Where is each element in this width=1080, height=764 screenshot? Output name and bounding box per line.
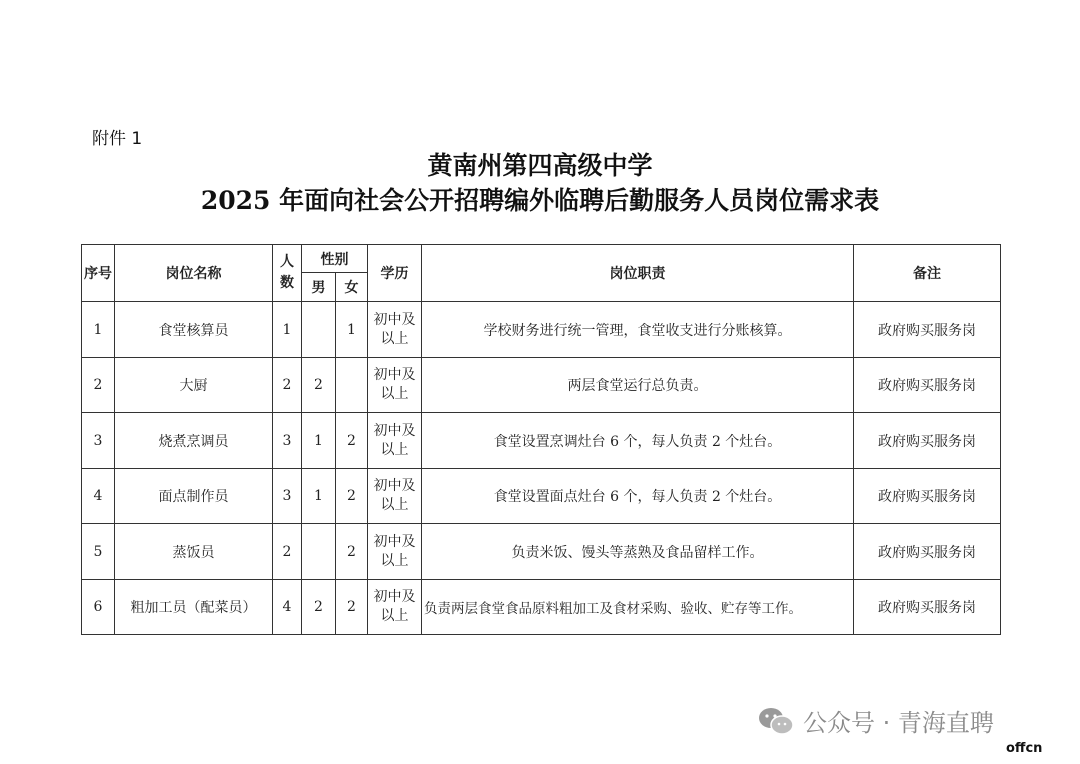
row-female: 1	[336, 302, 368, 358]
row-position: 烧煮烹调员	[115, 413, 273, 469]
row-no: 1	[82, 302, 115, 358]
row-education	[368, 524, 422, 580]
watermark-text: 公众号 · 青海直聘	[803, 709, 994, 737]
table-row	[82, 469, 1001, 524]
row-duty: 两层食堂运行总负责。	[422, 358, 854, 413]
row-remark: 政府购买服务岗	[854, 580, 1001, 635]
row-duty: 负责两层食堂食品原料粗加工及食材采购、验收、贮存等工作。	[422, 580, 854, 635]
row-duty: 学校财务进行统一管理，食堂收支进行分账核算。	[422, 302, 854, 358]
row-female: 2	[336, 469, 368, 524]
edu-line2: 以上	[380, 497, 409, 513]
row-remark: 政府购买服务岗	[854, 358, 1001, 413]
row-remark: 政府购买服务岗	[854, 302, 1001, 358]
row-no: 6	[82, 580, 115, 635]
row-male	[302, 302, 336, 358]
row-no: 3	[82, 413, 115, 469]
edu-line1: 初中及	[373, 367, 416, 383]
row-count: 4	[273, 580, 302, 635]
watermark	[757, 703, 994, 738]
table-row	[82, 302, 1001, 358]
row-education	[368, 580, 422, 635]
header-remark: 备注	[854, 245, 1001, 302]
row-position: 面点制作员	[115, 469, 273, 524]
table-row	[82, 413, 1001, 469]
row-no: 5	[82, 524, 115, 580]
row-position: 食堂核算员	[115, 302, 273, 358]
table-row	[82, 358, 1001, 413]
header-count	[273, 245, 302, 302]
edu-line2: 以上	[380, 386, 409, 402]
row-male: 2	[302, 580, 336, 635]
header-education: 学历	[368, 245, 422, 302]
edu-line2: 以上	[380, 441, 409, 458]
header-count-bottom: 数	[280, 275, 294, 291]
edu-line2: 以上	[380, 552, 409, 569]
row-education	[368, 413, 422, 469]
document-subtitle: 2025 年面向社会公开招聘编外临聘后勤服务人员岗位需求表	[200, 186, 880, 215]
edu-line1: 初中及	[373, 478, 416, 494]
row-position: 粗加工员（配菜员）	[115, 580, 273, 635]
edu-line1: 初中及	[373, 533, 416, 550]
row-count: 1	[273, 302, 302, 358]
row-female: 2	[336, 524, 368, 580]
site-mark: offcn	[1006, 741, 1043, 756]
header-female: 女	[336, 273, 368, 302]
row-duty: 食堂设置面点灶台 6 个，每人负责 2 个灶台。	[422, 469, 854, 524]
row-count: 2	[273, 524, 302, 580]
row-male: 1	[302, 469, 336, 524]
row-education	[368, 358, 422, 413]
document-title: 黄南州第四高级中学	[427, 151, 653, 180]
edu-line1: 初中及	[373, 422, 416, 439]
header-position: 岗位名称	[115, 245, 273, 302]
header-count-top: 人	[280, 254, 294, 270]
edu-line2: 以上	[380, 608, 409, 624]
row-female	[336, 358, 368, 413]
row-education	[368, 302, 422, 358]
row-count: 3	[273, 413, 302, 469]
row-duty: 食堂设置烹调灶台 6 个，每人负责 2 个灶台。	[422, 413, 854, 469]
row-male: 2	[302, 358, 336, 413]
header-gender: 性别	[302, 245, 368, 273]
header-duty: 岗位职责	[422, 245, 854, 302]
row-female: 2	[336, 413, 368, 469]
row-male	[302, 524, 336, 580]
edu-line2: 以上	[380, 330, 409, 347]
attachment-label: 附件 1	[92, 129, 143, 149]
row-position: 大厨	[115, 358, 273, 413]
edu-line1: 初中及	[373, 589, 416, 605]
row-position: 蒸饭员	[115, 524, 273, 580]
row-remark: 政府购买服务岗	[854, 524, 1001, 580]
row-remark: 政府购买服务岗	[854, 413, 1001, 469]
wechat-icon	[757, 706, 795, 736]
header-no: 序号	[82, 245, 115, 302]
row-count: 3	[273, 469, 302, 524]
table-row	[82, 580, 1001, 635]
edu-line1: 初中及	[373, 311, 416, 328]
header-male: 男	[302, 273, 336, 302]
position-table	[81, 244, 1001, 635]
table-row	[82, 524, 1001, 580]
row-no: 4	[82, 469, 115, 524]
row-male: 1	[302, 413, 336, 469]
row-duty: 负责米饭、馒头等蒸熟及食品留样工作。	[422, 524, 854, 580]
row-remark: 政府购买服务岗	[854, 469, 1001, 524]
row-count: 2	[273, 358, 302, 413]
row-no: 2	[82, 358, 115, 413]
row-female: 2	[336, 580, 368, 635]
row-education	[368, 469, 422, 524]
